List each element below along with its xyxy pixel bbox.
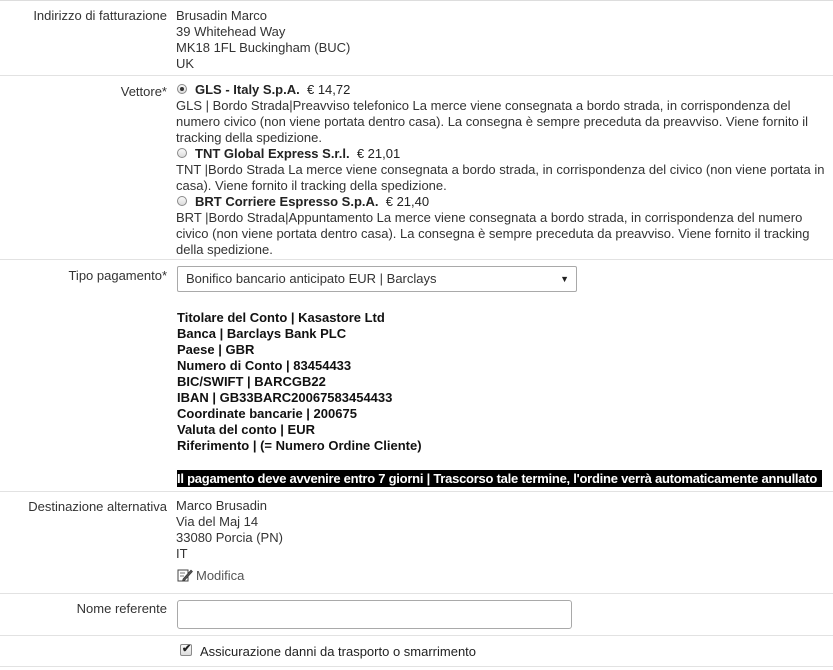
carrier-name-brt [195, 194, 429, 210]
carrier-option-tnt[interactable] [176, 146, 832, 162]
alt-destination-address [176, 498, 832, 562]
billing-line: MK18 1FL Buckingham (BUC) [176, 40, 351, 55]
alt-address-line: Via del Maj 14 [176, 514, 259, 529]
carrier-option-gls[interactable] [176, 82, 832, 98]
payment-select[interactable] [177, 266, 577, 292]
divider [0, 666, 833, 667]
payment-warning: Il pagamento deve avvenire entro 7 giorni | Trascorso tale termine, l'ordine verrà automaticamente annullato [177, 470, 822, 487]
carrier-name-text: TNT Global Express S.r.l. [195, 146, 350, 161]
bank-detail-line: IBAN | GB33BARC20067583454433 [177, 390, 393, 405]
carrier-label: Vettore* [120, 84, 167, 99]
carrier-description-gls: GLS | Bordo Strada|Preavviso telefonico La merce viene consegnata a bordo strada, in corrispondenza del numero civico (non viene portata dentro casa). La consegna è sempre preceduta da preavviso. Viene fornito il tracking della spedizione. [176, 98, 809, 145]
bank-detail-line: Coordinate bancarie | 200675 [177, 406, 357, 421]
payment-selected-value: Bonifico bancario anticipato EUR | Barclays [186, 271, 437, 286]
carrier-price: € 14,72 [306, 82, 351, 97]
alt-address-line: 33080 Porcia (PN) [176, 530, 283, 545]
bank-detail-line: Paese | GBR [177, 342, 255, 357]
modify-label: Modifica [196, 568, 245, 583]
alt-address-line: Marco Brusadin [176, 498, 268, 513]
divider [0, 635, 833, 636]
carrier-name-text: GLS - Italy S.p.A. [195, 82, 300, 97]
bank-detail-line: Banca | Barclays Bank PLC [177, 326, 347, 341]
carrier-name-tnt [195, 146, 400, 162]
bank-detail-line: BIC/SWIFT | BARCGB22 [177, 374, 326, 389]
insurance-label: Assicurazione danni da trasporto o smarrimento [200, 644, 477, 659]
carrier-description-brt: BRT |Bordo Strada|Appuntamento La merce viene consegnata a bordo strada, in corrispondenza del numero civico (non viene portata dentro casa). La consegna è sempre preceduta da preavviso. Viene fornito il tracking della spedizione. [176, 210, 810, 257]
referent-name-input[interactable] [177, 600, 572, 629]
billing-label: Indirizzo di fatturazione [33, 8, 167, 23]
alt-address-line: IT [176, 546, 188, 561]
carrier-price: € 21,40 [385, 194, 430, 209]
carrier-description-tnt: TNT |Bordo Strada La merce viene consegnata a bordo strada, in corrispondenza del civico (non viene portata in casa). Viene fornito il tracking della spedizione. [176, 162, 825, 193]
billing-line: Brusadin Marco [176, 8, 268, 23]
alt-destination-label: Destinazione alternativa [28, 499, 167, 514]
top-divider [0, 0, 833, 1]
bank-detail-line: Titolare del Conto | Kasastore Ltd [177, 310, 385, 325]
bank-detail-line: Riferimento | (= Numero Ordine Cliente) [177, 438, 422, 453]
carrier-name-text: BRT Corriere Espresso S.p.A. [195, 194, 379, 209]
billing-address [176, 8, 832, 72]
radio-gls[interactable] [177, 84, 187, 94]
carrier-name-gls [195, 82, 350, 98]
referent-label: Nome referente [76, 601, 167, 616]
carrier-options [176, 82, 832, 258]
radio-tnt[interactable] [177, 148, 187, 158]
carrier-price: € 21,01 [356, 146, 401, 161]
payment-label: Tipo pagamento* [68, 268, 167, 283]
divider [0, 593, 833, 594]
carrier-option-brt[interactable] [176, 194, 832, 210]
divider [0, 75, 833, 76]
divider [0, 259, 833, 260]
billing-line: 39 Whitehead Way [176, 24, 286, 39]
bank-details [177, 310, 422, 454]
insurance-checkbox[interactable] [180, 644, 192, 656]
divider [0, 491, 833, 492]
modify-link[interactable] [177, 567, 244, 584]
bank-detail-line: Valuta del conto | EUR [177, 422, 315, 437]
radio-brt[interactable] [177, 196, 187, 206]
dropdown-arrow-icon: ▼ [560, 274, 569, 284]
bank-detail-line: Numero di Conto | 83454433 [177, 358, 352, 373]
edit-icon [177, 568, 193, 582]
checkmark-icon: ✔ [182, 643, 192, 655]
billing-line: UK [176, 56, 195, 71]
